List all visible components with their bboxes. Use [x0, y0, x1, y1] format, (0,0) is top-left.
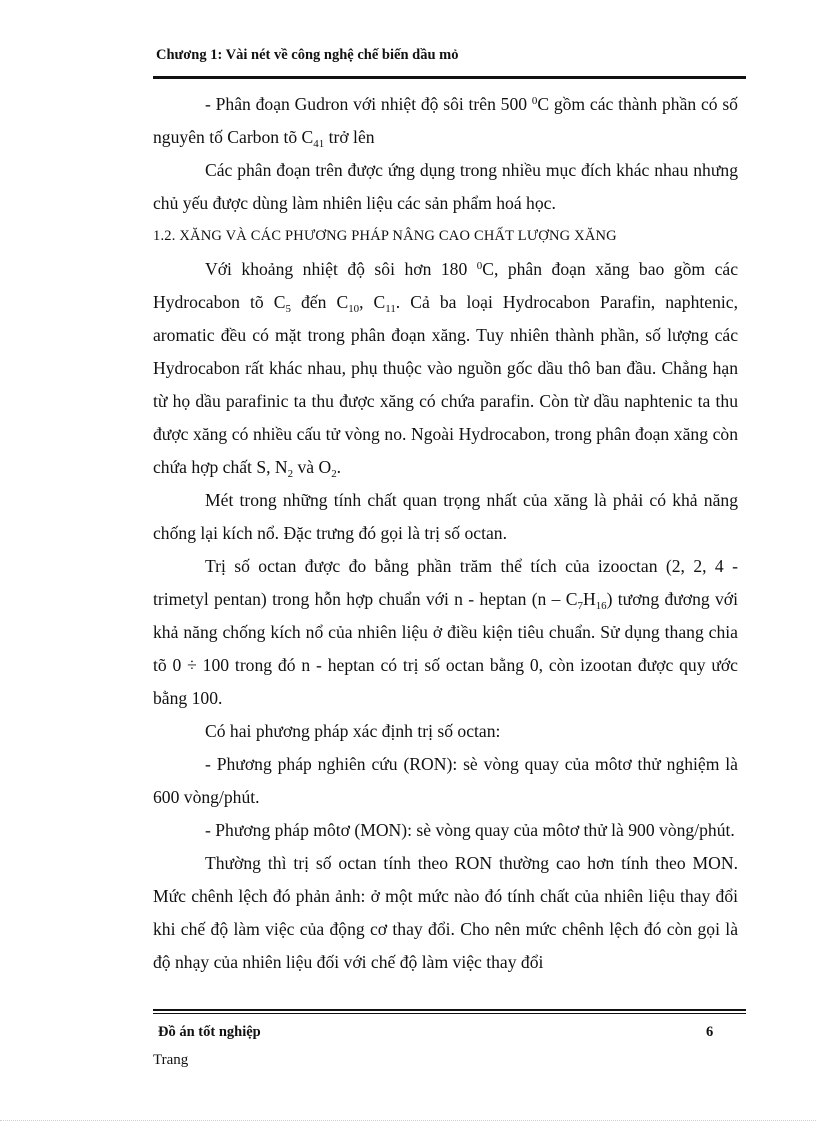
subscript: 41	[313, 137, 325, 150]
chapter-title: Chương 1: Vài nét về công nghệ chế biến dầu mỏ	[156, 47, 459, 63]
text-run: - Phân đoạn Gudron với nhiệt độ sôi trên 500	[205, 94, 532, 114]
subscript: 7	[577, 599, 583, 612]
text-run: .	[336, 457, 342, 477]
footer-divider-thick	[153, 1009, 746, 1011]
text-run: . Cả ba loại Hydrocabon Parafin, naphtenic, aromatic đều có mặt trong phân đoạn xăng. Tuy nhiên thành phần, số lượng các Hydrocabon rất khác nhau, phụ thuộc vào nguồn gốc dầu thô ban đầu. Chẳng hạn từ họ dầu parafinic ta thu được xăng có chứa parafin. Còn từ dầu naphtenic ta thu được xăng có nhiều cấu tử vòng no. Ngoài Hydrocabon, trong phân đoạn xăng còn chứa hợp chất S, N	[153, 292, 738, 477]
subscript: 11	[385, 302, 396, 315]
footer-trang-label: Trang	[153, 1052, 189, 1068]
subscript: 10	[348, 302, 360, 315]
text-run: , C	[359, 292, 386, 312]
text-run: ) tương đương với khả năng chống kích nổ của nhiên liệu ở điều kiện tiêu chuẩn. Sử dụng thang chia tõ 0 ÷ 100 trong đó n - heptan có trị số octan bằng 0, còn izootan được quy ước bằng 100.	[153, 589, 738, 708]
paragraph-two-methods: Có hai phương pháp xác định trị số octan:	[205, 721, 501, 741]
paragraph-gudron	[153, 88, 738, 154]
paragraph-mon-method: - Phương pháp môtơ (MON): sè vòng quay của môtơ thử là 900 vòng/phút.	[205, 820, 735, 840]
text-run: C, phân đoạn xăng bao gồm các Hydrocabon tõ C	[153, 259, 739, 312]
footer-label: Đồ án tốt nghiệp	[158, 1024, 261, 1040]
text-run: Trị số octan được đo bằng phần trăm thể tích của izooctan (2, 2, 4 - trimetyl pentan) trong hỗn hợp chuẩn với n - heptan (n – C	[153, 556, 738, 609]
text-run: C gồm các thành phần có số nguyên tố Carbon tõ C	[153, 94, 738, 147]
text-run: Với khoảng nhiệt độ sôi hơn 180	[205, 259, 477, 279]
paragraph-octan-definition	[153, 550, 738, 715]
paragraph-knock-resistance: Mét trong những tính chất quan trọng nhất của xăng là phải có khả năng chống lại kích nổ. Đặc trưng đó gọi là trị số octan.	[153, 490, 738, 543]
text-run: trở lên	[324, 127, 375, 147]
page-number: 6	[706, 1024, 714, 1040]
subscript: 16	[595, 599, 607, 612]
paragraph-applications: Các phân đoạn trên được ứng dụng trong nhiều mục đích khác nhau nhưng chủ yếu được dùng làm nhiên liệu các sản phẩm hoá học.	[153, 160, 738, 213]
text-run: và O	[293, 457, 332, 477]
paragraph-ron-method: - Phương pháp nghiên cứu (RON): sè vòng quay của môtơ thử nghiệm là 600 vòng/phút.	[153, 754, 738, 807]
text-run: H	[582, 589, 596, 609]
page-bottom-dotted-line	[0, 1120, 816, 1121]
text-run: đến C	[290, 292, 349, 312]
paragraph-gasoline-composition	[153, 253, 738, 484]
subscript: 2	[287, 467, 294, 480]
section-heading: 1.2. XĂNG VÀ CÁC PHƯƠNG PHÁP NÂNG CAO CHẤT LƯỢNG XĂNG	[153, 228, 617, 244]
footer-divider-thin	[153, 1013, 746, 1014]
subscript: 2	[331, 467, 337, 480]
page-body	[153, 88, 738, 979]
subscript: 5	[285, 302, 291, 315]
paragraph-sensitivity: Thường thì trị số octan tính theo RON thường cao hơn tính theo MON. Mức chênh lệch đó phản ảnh: ở một mức nào đó tính chất của nhiên liệu thay đổi khi chế độ làm việc của động cơ thay đổi. Cho nên mức chênh lệch đó còn gọi là độ nhạy của nhiên liệu đối với chế độ làm việc thay đổi	[153, 853, 738, 972]
superscript: 0	[476, 260, 483, 272]
superscript: 0	[531, 95, 538, 107]
header-divider	[153, 76, 746, 79]
